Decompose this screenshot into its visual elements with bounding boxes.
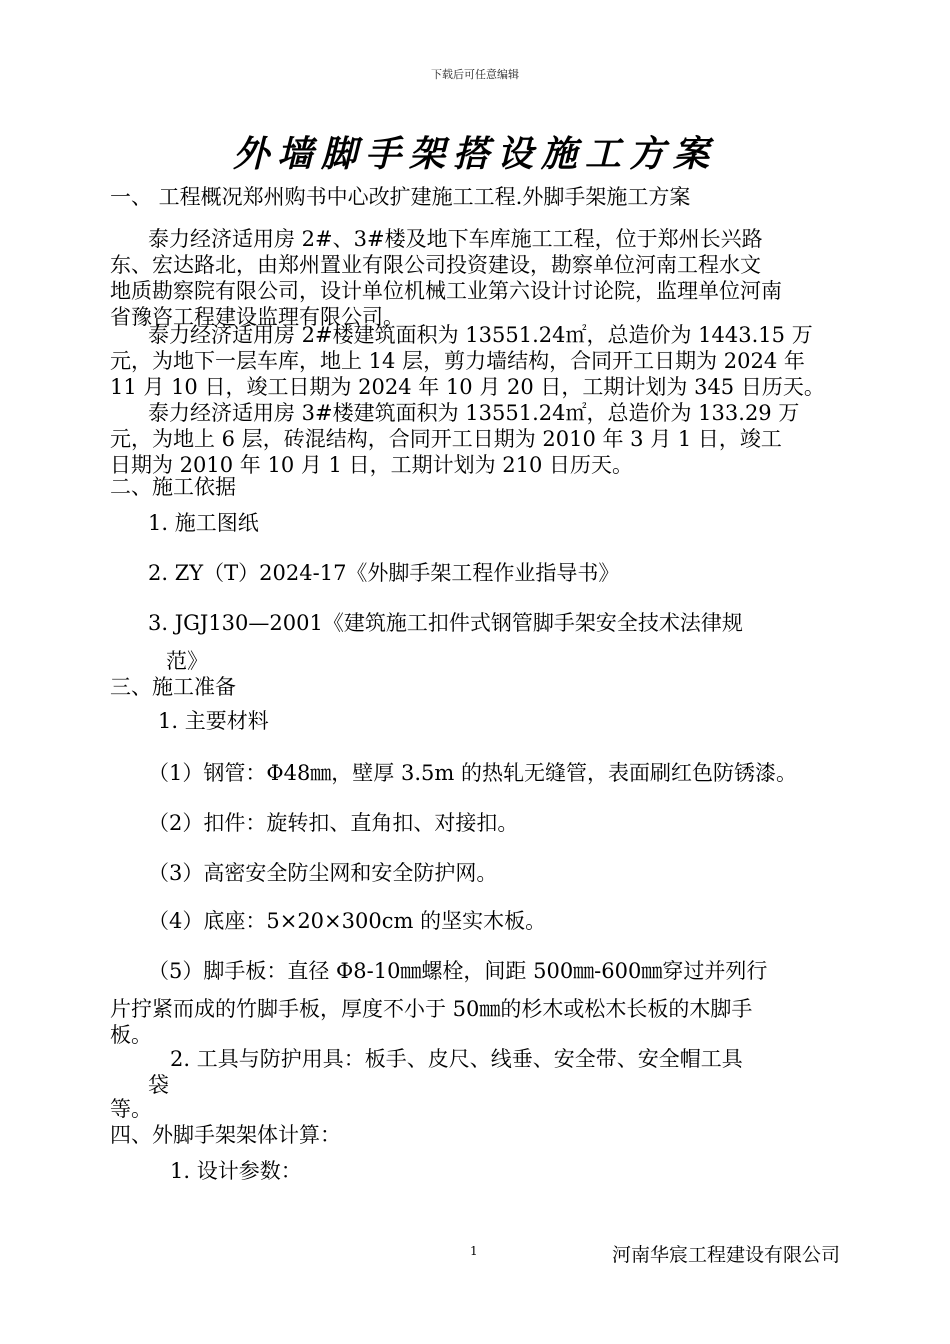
subheading: 1. 设计参数： <box>170 1159 302 1183</box>
paragraph-line: 板。 <box>110 1023 152 1047</box>
list-item: 1. 施工图纸 <box>148 511 259 535</box>
paragraph-line: 元，为地下一层车库，地上 14 层，剪力墙结构，合同开工日期为 2024 年 <box>110 349 805 373</box>
paragraph-line: 地质勘察院有限公司，设计单位机械工业第六设计讨论院，监理单位河南 <box>110 279 782 303</box>
section-3-heading: 三、施工准备 <box>110 675 236 699</box>
list-item: （2）扣件：旋转扣、直角扣、对接扣。 <box>148 811 519 835</box>
subheading: 2. 工具与防护用具：板手、皮尺、线垂、安全带、安全帽工具 <box>170 1047 743 1071</box>
list-item: （3）高密安全防尘网和安全防护网。 <box>148 861 498 885</box>
page-number: 1 <box>470 1244 478 1258</box>
page-title: 外墙脚手架搭设施工方案 <box>232 133 717 175</box>
list-item: （1）钢管：Φ48㎜，壁厚 3.5m 的热轧无缝管，表面刷红色防锈漆。 <box>148 761 797 785</box>
list-item: （5）脚手板：直径 Φ8-10㎜螺栓，间距 500㎜-600㎜穿过并列行 <box>148 959 768 983</box>
paragraph-line: 东、宏达路北，由郑州置业有限公司投资建设，勘察单位河南工程水文 <box>110 253 761 277</box>
section-2-heading: 二、施工依据 <box>110 475 236 499</box>
list-item: （4）底座：5×20×300cm 的坚实木板。 <box>148 909 547 933</box>
paragraph-line: 日期为 2010 年 10 月 1 日，工期计划为 210 日历天。 <box>110 453 634 477</box>
paragraph-line: 11 月 10 日，竣工日期为 2024 年 10 月 20 日，工期计划为 345 日历天。 <box>110 375 825 399</box>
list-item: 3. JGJ130—2001《建筑施工扣件式钢管脚手架安全技术法律规 <box>148 611 743 635</box>
header-note: 下载后可任意编辑 <box>431 68 519 81</box>
footer-company: 河南华宸工程建设有限公司 <box>612 1244 841 1266</box>
paragraph-line: 泰力经济适用房 2#楼建筑面积为 13551.24㎡，总造价为 1443.15 万 <box>148 323 813 347</box>
section-1-heading: 一、 工程概况郑州购书中心改扩建施工工程.外脚手架施工方案 <box>110 185 691 209</box>
paragraph-line: 泰力经济适用房 3#楼建筑面积为 13551.24㎡，总造价为 133.29 万 <box>148 401 800 425</box>
subheading: 1. 主要材料 <box>158 709 269 733</box>
paragraph-line: 袋 <box>148 1073 169 1097</box>
list-item: 范》 <box>166 649 208 673</box>
paragraph-line: 等。 <box>110 1097 152 1121</box>
paragraph-line: 片拧紧而成的竹脚手板，厚度不小于 50㎜的杉木或松木长板的木脚手 <box>110 997 753 1021</box>
section-4-heading: 四、外脚手架架体计算： <box>110 1123 341 1147</box>
list-item: 2. ZY（T）2024-17《外脚手架工程作业指导书》 <box>148 561 620 585</box>
paragraph-line: 泰力经济适用房 2#、3#楼及地下车库施工工程，位于郑州长兴路 <box>148 227 763 251</box>
paragraph-line: 省豫咨工程建设监理有限公司。 <box>110 305 404 329</box>
paragraph-line: 元，为地上 6 层，砖混结构，合同开工日期为 2010 年 3 月 1 日，竣工 <box>110 427 782 451</box>
